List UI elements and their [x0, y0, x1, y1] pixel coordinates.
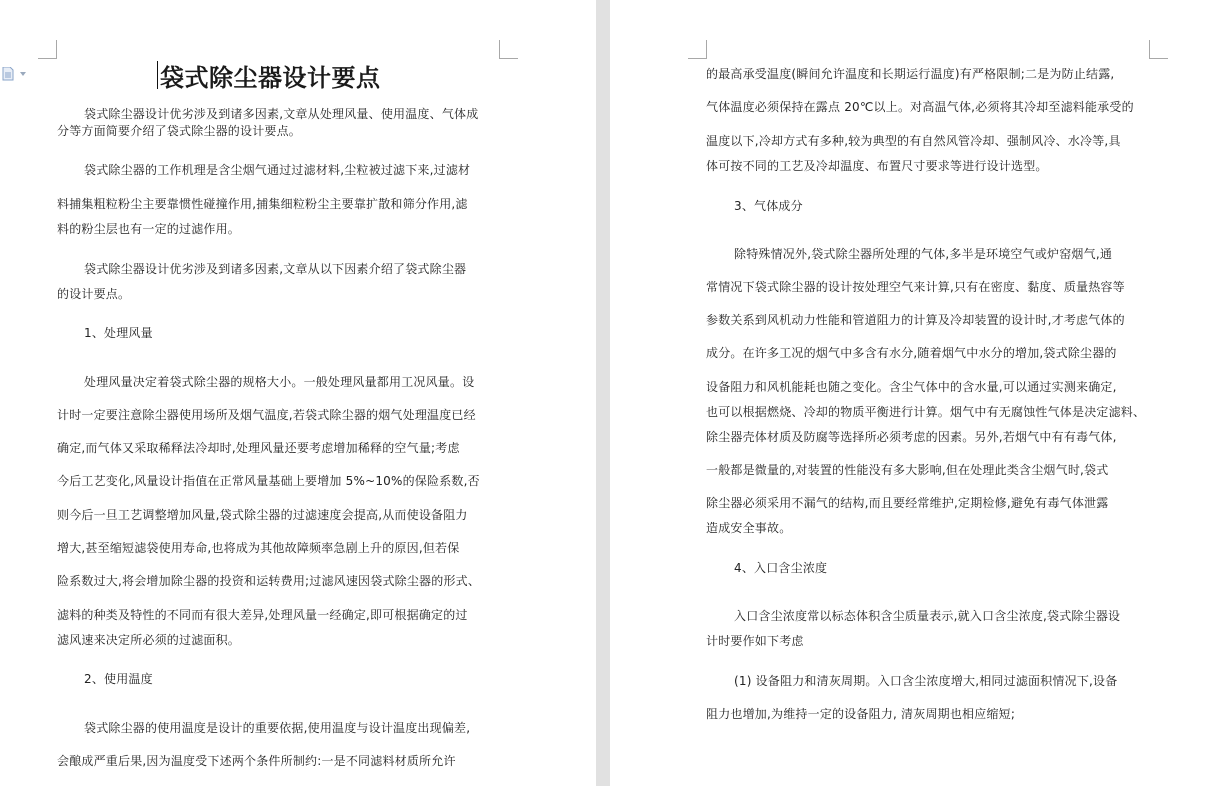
- paragraph-line: 造成安全事故。: [706, 521, 792, 535]
- paragraph-line: 料的粉尘层也有一定的过滤作用。: [57, 222, 241, 236]
- paragraph-line: 参数关系到风机动力性能和管道阻力的计算及冷却装置的设计时,才考虑气体的: [706, 313, 1125, 327]
- paragraph-line: 会酿成严重后果,因为温度受下述两个条件所制约:一是不同滤料材质所允许: [57, 754, 456, 768]
- section-heading: 3、气体成分: [734, 199, 803, 213]
- paragraph-line: 料捕集粗粒粉尘主要靠惯性碰撞作用,捕集细粒粉尘主要靠扩散和筛分作用,滤: [57, 197, 468, 211]
- paragraph-line: 今后工艺变化,风量设计指值在正常风量基础上要增加 5%~10%的保险系数,否: [57, 474, 480, 488]
- paragraph-line: 的设计要点。: [57, 287, 131, 301]
- paragraph-line: 分等方面简要介绍了袋式除尘器的设计要点。: [57, 124, 302, 138]
- paragraph-line: 除尘器壳体材质及防腐等选择所必须考虑的因素。另外,若烟气中有有毒气体,: [706, 430, 1117, 444]
- page-gutter: [596, 0, 610, 786]
- page-left[interactable]: [0, 0, 596, 786]
- margin-corner-top-left: [38, 40, 57, 59]
- margin-corner-top-right: [1149, 40, 1168, 59]
- paragraph-line: 常情况下袋式除尘器的设计按处理空气来计算,只有在密度、黏度、质量热容等: [706, 280, 1125, 294]
- page-right[interactable]: [610, 0, 1231, 786]
- paragraph-line: 成分。在许多工况的烟气中多含有水分,随着烟气中水分的增加,袋式除尘器的: [706, 346, 1117, 360]
- paragraph-line: 计时要作如下考虑: [706, 634, 804, 648]
- document-menu-button[interactable]: [2, 66, 28, 80]
- section-heading: 1、处理风量: [84, 326, 153, 340]
- paragraph-line: 温度以下,冷却方式有多种,较为典型的有自然风管冷却、强制风冷、水冷等,具: [706, 134, 1121, 148]
- dropdown-arrow-icon: [20, 72, 26, 76]
- paragraph-line: 袋式除尘器的使用温度是设计的重要依据,使用温度与设计温度出现偏差,: [84, 721, 471, 735]
- margin-corner-top-right: [499, 40, 518, 59]
- section-heading: 2、使用温度: [84, 672, 153, 686]
- paragraph-line: 滤料的种类及特性的不同而有很大差异,处理风量一经确定,即可根据确定的过: [57, 608, 468, 622]
- paragraph-line: 袋式除尘器设计优劣涉及到诸多因素,文章从处理风量、使用温度、气体成: [84, 107, 479, 121]
- margin-corner-top-left: [688, 40, 707, 59]
- paragraph-line: 除尘器必须采用不漏气的结构,而且要经常维护,定期检修,避免有毒气体泄露: [706, 496, 1109, 510]
- document-title: 袋式除尘器设计要点: [160, 63, 381, 92]
- text-cursor: [157, 61, 158, 89]
- paragraph-line: 计时一定要注意除尘器使用场所及烟气温度,若袋式除尘器的烟气处理温度已经: [57, 408, 476, 422]
- paragraph-line: 入口含尘浓度常以标态体积含尘质量表示,就入口含尘浓度,袋式除尘器设: [734, 609, 1121, 623]
- paragraph-line: 增大,甚至缩短滤袋使用寿命,也将成为其他故障频率急剧上升的原因,但若保: [57, 541, 460, 555]
- paragraph-line: 袋式除尘器的工作机理是含尘烟气通过过滤材料,尘粒被过滤下来,过滤材: [84, 163, 471, 177]
- paragraph-line: 阻力也增加,为维持一定的设备阻力, 清灰周期也相应缩短;: [706, 707, 1016, 721]
- section-heading: 4、入口含尘浓度: [734, 561, 828, 575]
- paragraph-line: 一般都是微量的,对装置的性能没有多大影响,但在处理此类含尘烟气时,袋式: [706, 463, 1109, 477]
- paragraph-line: 气体温度必须保持在露点 20℃以上。对高温气体,必须将其冷却至滤料能承受的: [706, 100, 1134, 114]
- paragraph-line: 设备阻力和风机能耗也随之变化。含尘气体中的含水量,可以通过实测来确定,: [706, 380, 1117, 394]
- paragraph-line: 的最高承受温度(瞬间允许温度和长期运行温度)有严格限制;二是为防止结露,: [706, 67, 1115, 81]
- paragraph-line: 袋式除尘器设计优劣涉及到诸多因素,文章从以下因素介绍了袋式除尘器: [84, 262, 467, 276]
- paragraph-line: (1) 设备阻力和清灰周期。入口含尘浓度增大,相同过滤面积情况下,设备: [734, 674, 1118, 688]
- paragraph-line: 体可按不同的工艺及冷却温度、布置尺寸要求等进行设计选型。: [706, 159, 1048, 173]
- paragraph-line: 险系数过大,将会增加除尘器的投资和运转费用;过滤风速因袋式除尘器的形式、: [57, 574, 481, 588]
- paragraph-line: 则今后一旦工艺调整增加风量,袋式除尘器的过滤速度会提高,从而使设备阻力: [57, 508, 468, 522]
- paragraph-line: 也可以根据燃烧、冷却的物质平衡进行计算。烟气中有无腐蚀性气体是决定滤料、: [706, 405, 1146, 419]
- paragraph-line: 除特殊情况外,袋式除尘器所处理的气体,多半是环境空气或炉窑烟气,通: [734, 247, 1113, 261]
- paragraph-line: 处理风量决定着袋式除尘器的规格大小。一般处理风量都用工况风量。设: [84, 375, 475, 389]
- paragraph-line: 确定,而气体又采取稀释法冷却时,处理风量还要考虑增加稀释的空气量;考虑: [57, 441, 460, 455]
- paragraph-line: 滤风速来决定所必须的过滤面积。: [57, 633, 241, 647]
